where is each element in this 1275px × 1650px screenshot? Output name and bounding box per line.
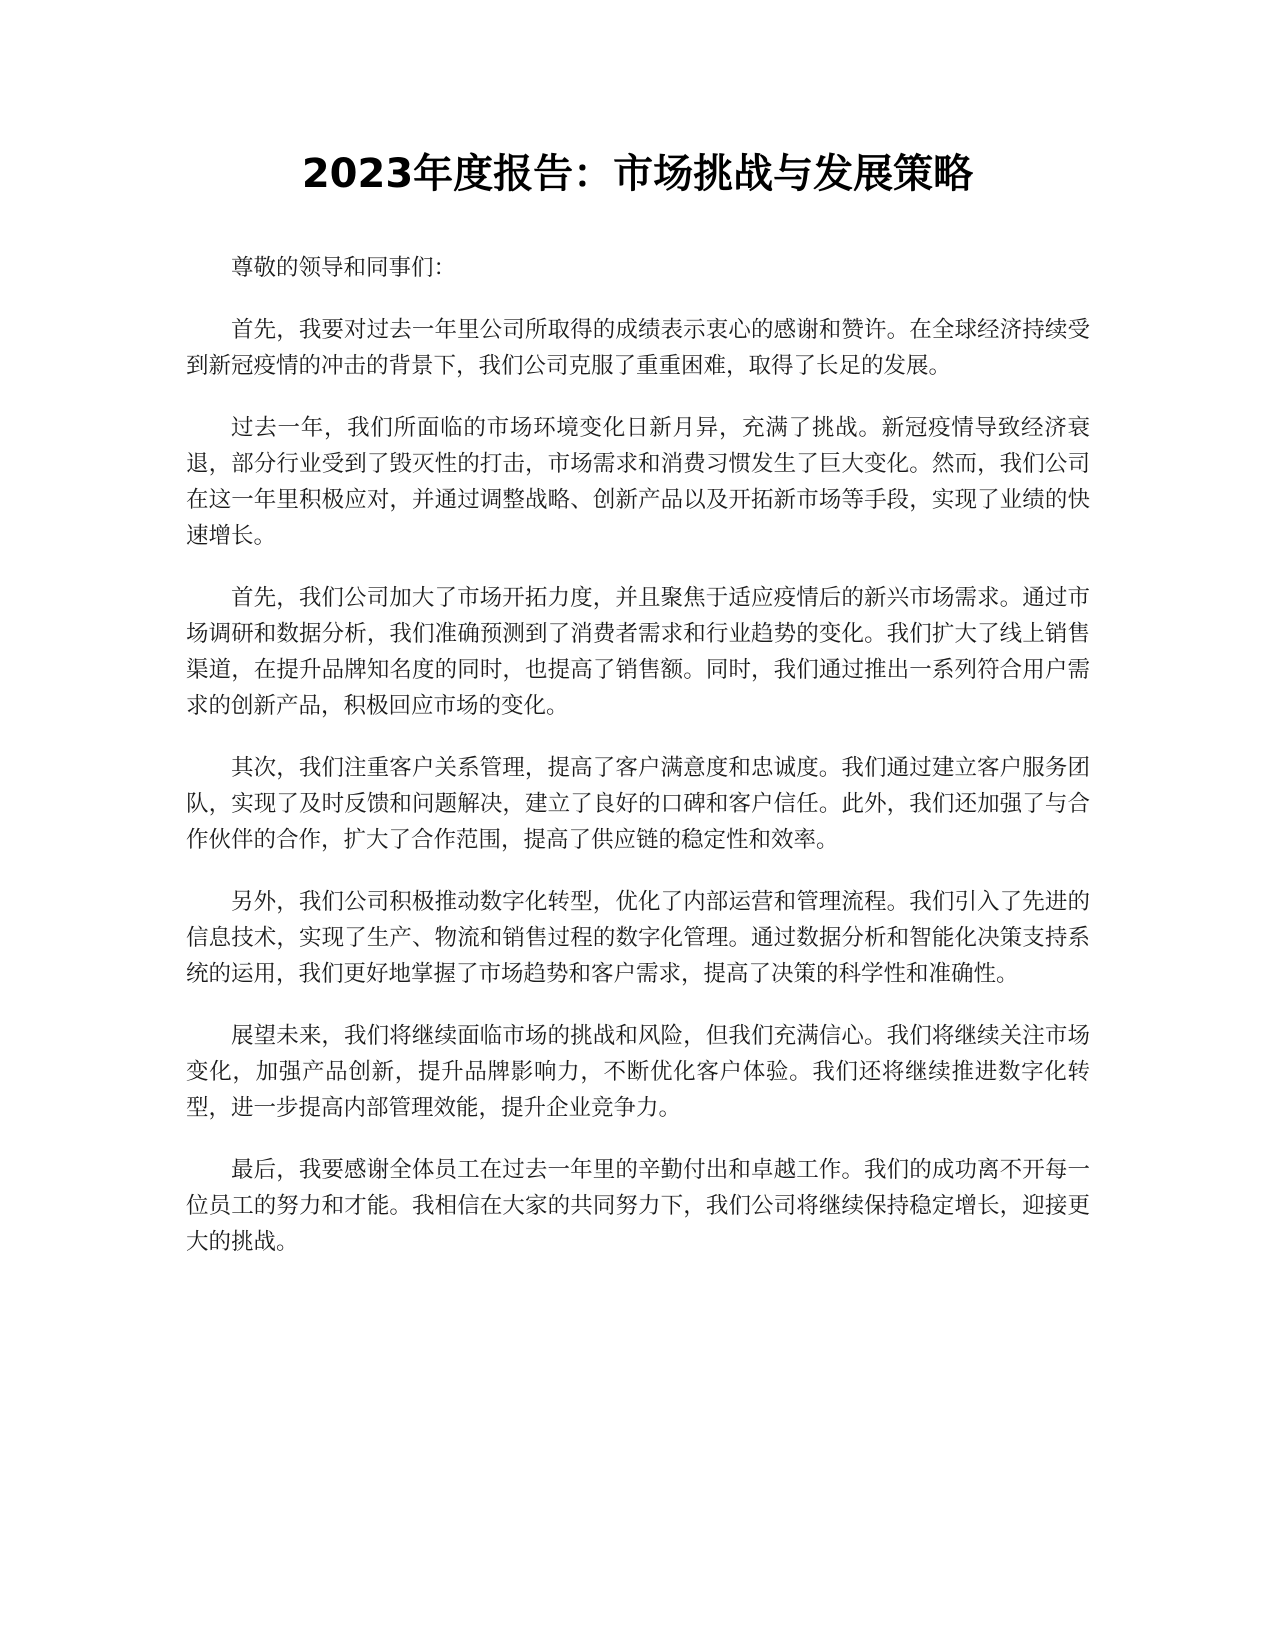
paragraph-2: 过去一年，我们所面临的市场环境变化日新月异，充满了挑战。新冠疫情导致经济衰退，部分行业受到了毁灭性的打击，市场需求和消费习惯发生了巨大变化。然而，我们公司在这一年里积极应对，并通过调整战略、创新产品以及开拓新市场等手段，实现了业绩的快速增长。 (186, 415, 1090, 549)
salutation: 尊敬的领导和同事们： (231, 255, 457, 281)
paragraph-4: 其次，我们注重客户关系管理，提高了客户满意度和忠诚度。我们通过建立客户服务团队，实现了及时反馈和问题解决，建立了良好的口碑和客户信任。此外，我们还加强了与合作伙伴的合作，扩大了合作范围，提高了供应链的稳定性和效率。 (186, 755, 1090, 853)
paragraph-1: 首先，我要对过去一年里公司所取得的成绩表示衷心的感谢和赞许。在全球经济持续受到新冠疫情的冲击的背景下，我们公司克服了重重困难，取得了长足的发展。 (186, 317, 1090, 379)
paragraph-5: 另外，我们公司积极推动数字化转型，优化了内部运营和管理流程。我们引入了先进的信息技术，实现了生产、物流和销售过程的数字化管理。通过数据分析和智能化决策支持系统的运用，我们更好地掌握了市场趋势和客户需求，提高了决策的科学性和准确性。 (186, 889, 1090, 987)
document-title: 2023年度报告：市场挑战与发展策略 (301, 151, 974, 197)
document-body (186, 250, 1090, 1286)
paragraph-7: 最后，我要感谢全体员工在过去一年里的辛勤付出和卓越工作。我们的成功离不开每一位员工的努力和才能。我相信在大家的共同努力下，我们公司将继续保持稳定增长，迎接更大的挑战。 (186, 1157, 1090, 1255)
paragraph-6: 展望未来，我们将继续面临市场的挑战和风险，但我们充满信心。我们将继续关注市场变化，加强产品创新，提升品牌影响力，不断优化客户体验。我们还将继续推进数字化转型，进一步提高内部管理效能，提升企业竞争力。 (186, 1023, 1090, 1121)
paragraph-3: 首先，我们公司加大了市场开拓力度，并且聚焦于适应疫情后的新兴市场需求。通过市场调研和数据分析，我们准确预测到了消费者需求和行业趋势的变化。我们扩大了线上销售渠道，在提升品牌知名度的同时，也提高了销售额。同时，我们通过推出一系列符合用户需求的创新产品，积极回应市场的变化。 (186, 585, 1090, 719)
